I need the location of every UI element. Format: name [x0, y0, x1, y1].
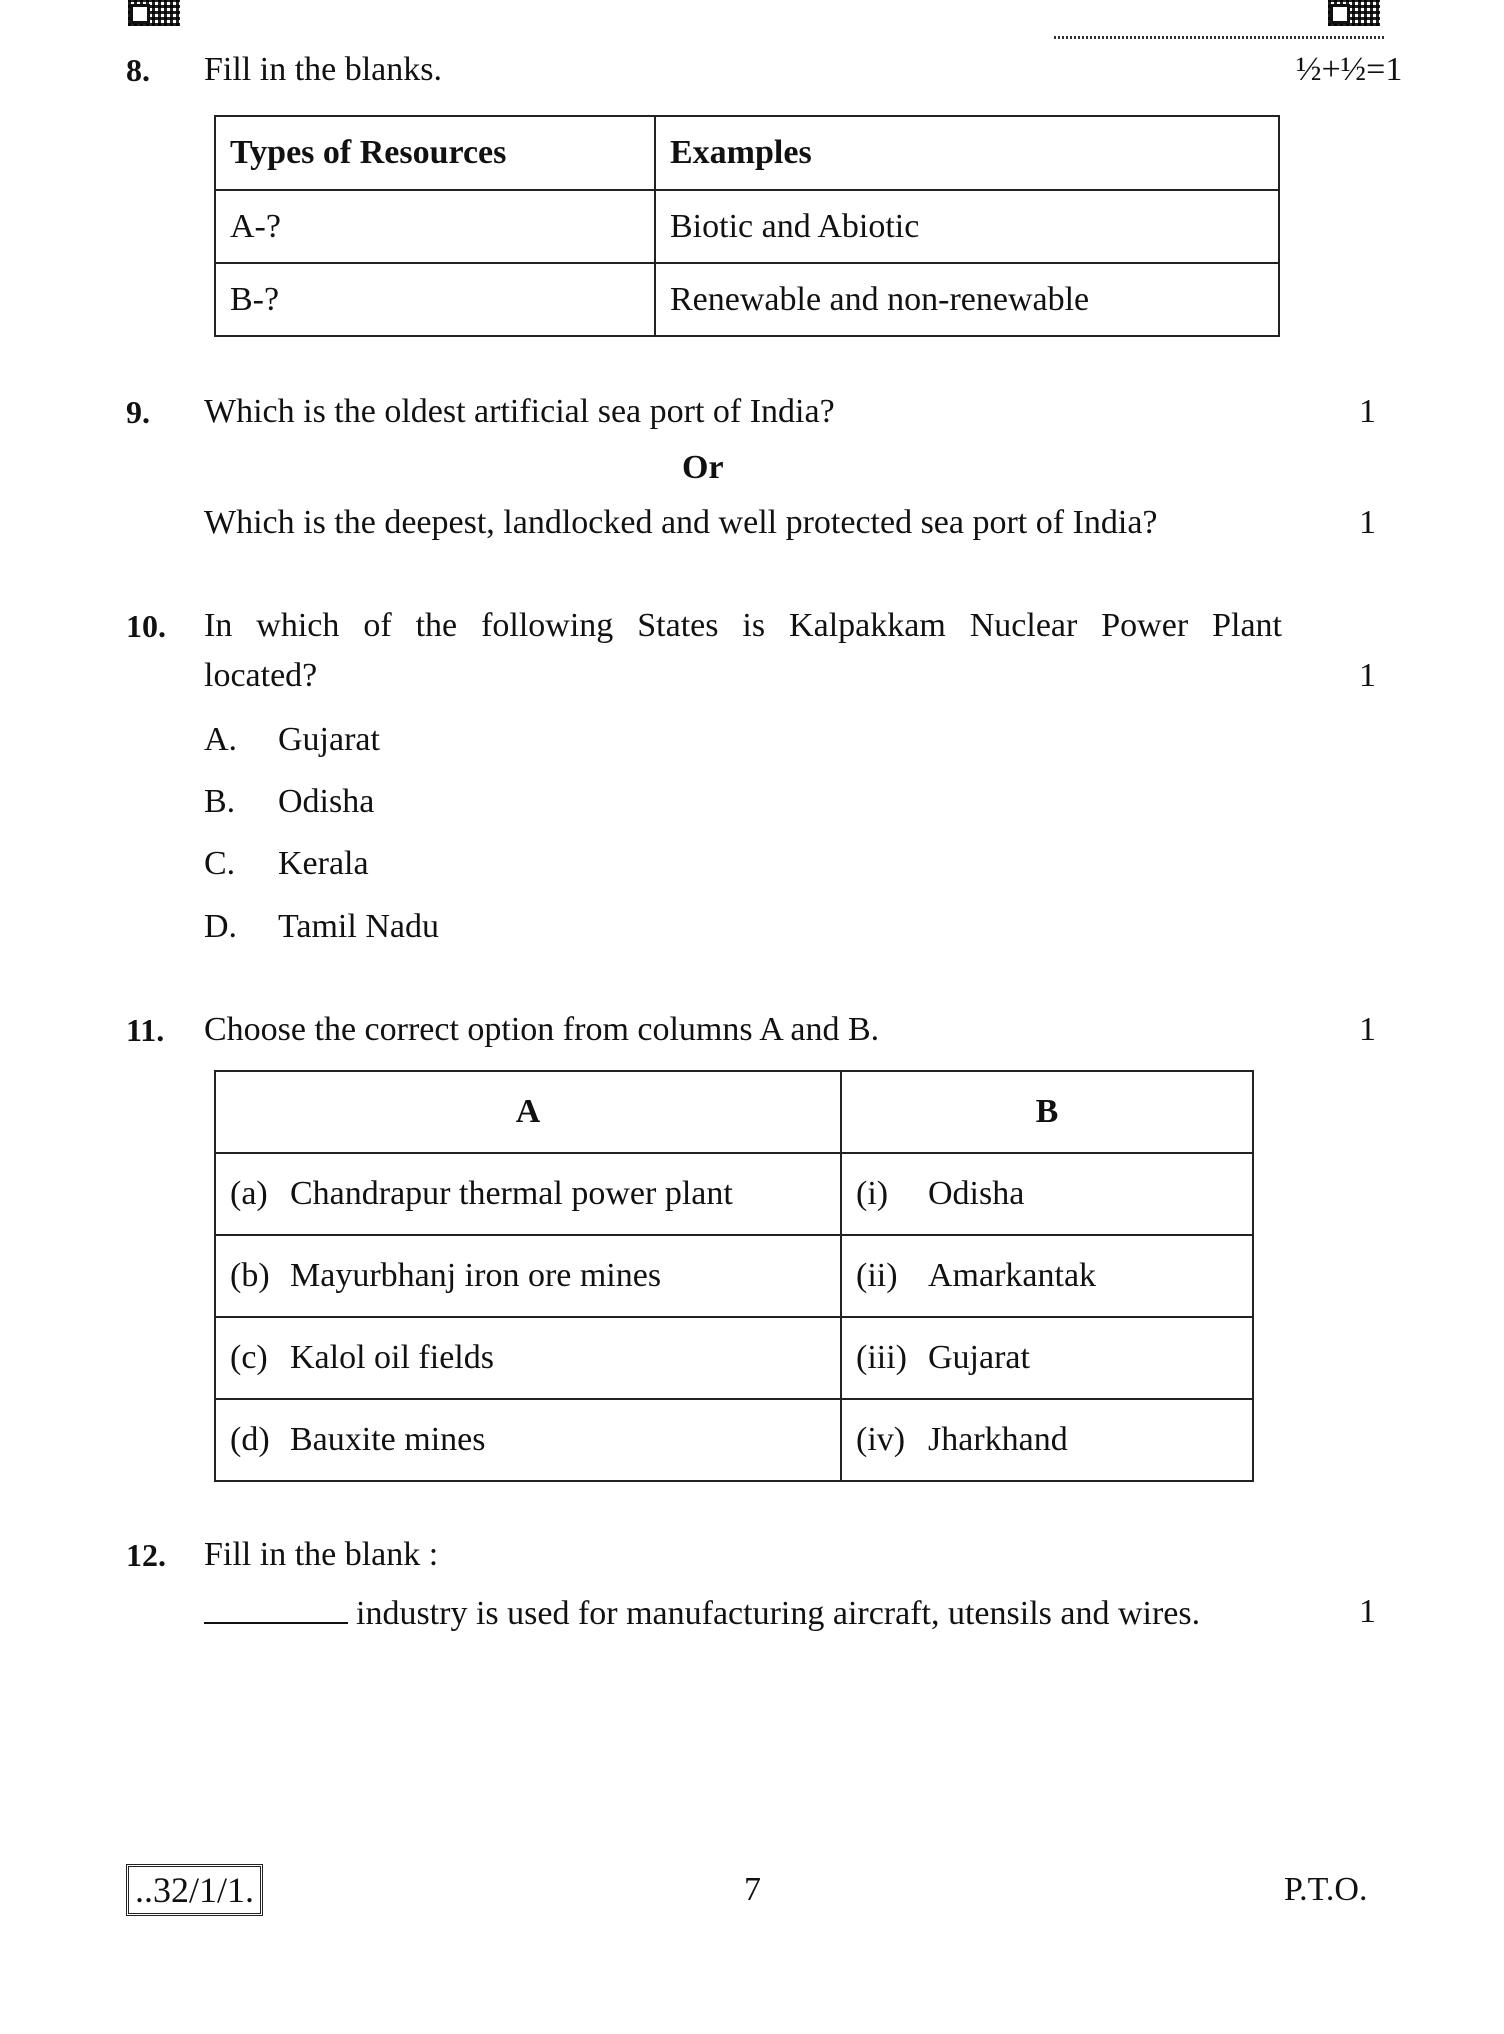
a-text: Bauxite mines: [290, 1421, 486, 1458]
q10-option-c: [204, 844, 369, 884]
answer-blank: [204, 1592, 348, 1624]
q11-table: [214, 1070, 1254, 1482]
q8-table: [214, 115, 1280, 337]
q11-cell-a: [215, 1235, 841, 1317]
q9-number: 9.: [126, 394, 150, 430]
q11-header-a: A: [215, 1071, 841, 1153]
header-rule: [1054, 36, 1386, 39]
q11-cell-b: [841, 1153, 1253, 1235]
qr-code-left-icon: [128, 0, 180, 26]
q12-sentence: industry is used for manufacturing aircraft, utensils and wires.: [356, 1595, 1201, 1632]
option-letter: C.: [204, 845, 236, 882]
a-label: (b): [230, 1257, 270, 1294]
b-label: (iv): [856, 1421, 906, 1458]
option-letter: B.: [204, 783, 236, 820]
q8-cell: A-?: [215, 190, 655, 263]
pto-text: P.T.O.: [1284, 1871, 1368, 1908]
a-label: (d): [230, 1421, 270, 1458]
b-text: Jharkhand: [928, 1421, 1068, 1458]
table-row: [215, 1235, 1253, 1317]
a-text: Chandrapur thermal power plant: [290, 1175, 733, 1212]
a-label: (a): [230, 1175, 268, 1212]
a-text: Kalol oil fields: [290, 1339, 494, 1376]
q10-line1: In which of the following States is Kalpakkam Nuclear Power Plant: [204, 607, 1282, 644]
q8-header-types: Types of Resources: [215, 116, 655, 190]
q11-cell-a: [215, 1317, 841, 1399]
q11-cell-b: [841, 1317, 1253, 1399]
q9-text: Which is the oldest artificial sea port of India?: [204, 393, 835, 430]
q10-option-a: [204, 720, 380, 760]
q8-cell: Biotic and Abiotic: [655, 190, 1279, 263]
q8-marks: ½+½=1: [1296, 51, 1403, 88]
q11-cell-a: [215, 1399, 841, 1481]
q8-cell: Renewable and non-renewable: [655, 263, 1279, 336]
q12-sentence-line: [204, 1592, 1200, 1634]
q11-number: 11.: [126, 1012, 165, 1048]
b-label: (i): [856, 1175, 889, 1212]
q9-or: Or: [682, 449, 724, 486]
page-number: 7: [744, 1871, 761, 1908]
q12-text: Fill in the blank :: [204, 1536, 439, 1573]
table-row: [215, 1399, 1253, 1481]
b-label: (iii): [856, 1339, 907, 1376]
b-label: (ii): [856, 1257, 898, 1294]
table-row: [215, 190, 1279, 263]
q8-cell: B-?: [215, 263, 655, 336]
option-text: Odisha: [278, 783, 375, 820]
q10-line2: located?: [204, 657, 318, 694]
option-letter: D.: [204, 908, 238, 945]
paper-code: ..32/1/1.: [126, 1864, 263, 1916]
a-label: (c): [230, 1339, 268, 1376]
q10-number: 10.: [126, 608, 166, 644]
q10-marks: 1: [1359, 657, 1376, 694]
q11-cell-a: [215, 1153, 841, 1235]
q8-header-examples: Examples: [655, 116, 1279, 190]
q10-option-d: [204, 907, 439, 947]
q11-cell-b: [841, 1235, 1253, 1317]
table-row: [215, 1153, 1253, 1235]
option-letter: A.: [204, 721, 238, 758]
q9-alt-text: Which is the deepest, landlocked and well protected sea port of India?: [204, 504, 1158, 541]
table-row: [215, 1317, 1253, 1399]
q11-header-b: B: [841, 1071, 1253, 1153]
a-text: Mayurbhanj iron ore mines: [290, 1257, 662, 1294]
q9-marks: 1: [1359, 393, 1376, 430]
q11-marks: 1: [1359, 1011, 1376, 1048]
b-text: Amarkantak: [928, 1257, 1097, 1294]
q8-text: Fill in the blanks.: [204, 51, 442, 88]
option-text: Gujarat: [278, 721, 380, 758]
b-text: Odisha: [928, 1175, 1025, 1212]
option-text: Tamil Nadu: [278, 908, 439, 945]
option-text: Kerala: [278, 845, 369, 882]
q10-option-b: [204, 782, 374, 822]
q11-cell-b: [841, 1399, 1253, 1481]
q11-text: Choose the correct option from columns A and B.: [204, 1011, 880, 1048]
b-text: Gujarat: [928, 1339, 1030, 1376]
q9-alt-marks: 1: [1359, 504, 1376, 541]
table-row: [215, 263, 1279, 336]
q12-marks: 1: [1359, 1593, 1376, 1630]
q8-number: 8.: [126, 52, 150, 88]
qr-code-right-icon: [1328, 0, 1380, 26]
q12-number: 12.: [126, 1537, 166, 1573]
